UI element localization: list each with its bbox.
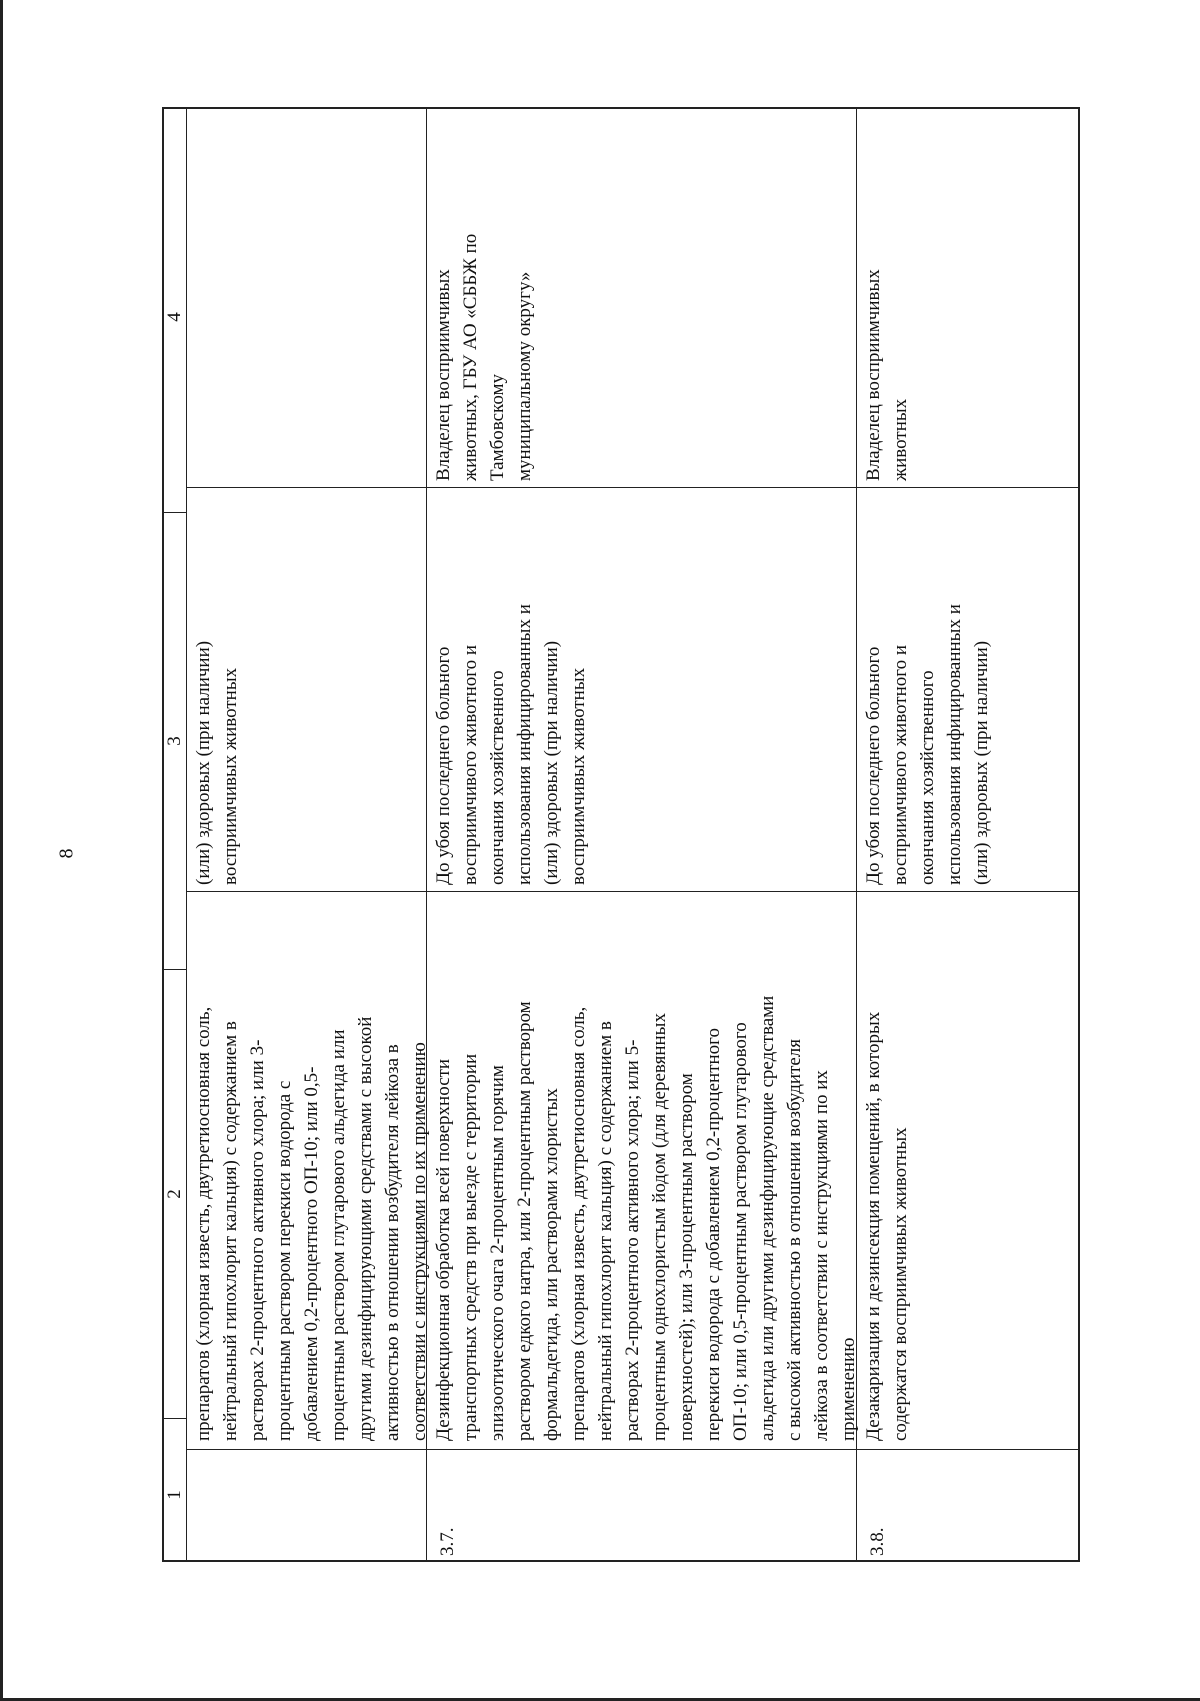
text-line: лейкоза в соответствии с инструкциями по их: [811, 1070, 832, 1441]
text-line: процентным однохлористым йодом (для деревянных: [649, 1013, 670, 1441]
row-cont-col2: [190, 1007, 433, 1441]
text-line: нейтральный гипохлорит кальция) с содержанием в: [595, 1021, 616, 1441]
text-line: муниципальному округу»: [514, 271, 535, 481]
text-line: (или) здоровых (при наличии): [541, 640, 562, 885]
header-column-separator: [164, 969, 186, 970]
column-separator-3-4: [186, 487, 1078, 488]
text-line: животных, ГБУ АО «СББЖ по: [460, 233, 481, 481]
header-band-line: [186, 109, 187, 1560]
text-line: использования инфицированных и: [514, 604, 535, 885]
text-line: До убоя последнего больного: [433, 646, 454, 885]
row-3-7-col2: [430, 996, 862, 1441]
text-line: восприимчивого животного и: [890, 644, 911, 885]
text-line: окончания хозяйственного: [917, 670, 938, 885]
text-line: Владелец восприимчивых: [863, 269, 884, 481]
text-line: Тамбовскому: [487, 374, 508, 481]
text-line: соответствии с инструкциями по их применению: [409, 1042, 430, 1441]
scan-edge-left: [0, 0, 3, 1701]
row-number: 3.8.: [867, 1527, 888, 1556]
row-3-8-col2: [860, 1012, 914, 1441]
text-line: перекиси водорода с добавлением 0,2-процентного: [703, 1028, 724, 1441]
text-line: эпизоотического очага 2-процентным горячим: [487, 1065, 508, 1441]
text-line: добавлением 0,2-процентного ОП-10; или 0,5-: [301, 1066, 322, 1441]
text-line: животных: [890, 398, 911, 481]
text-line: с высокой активностью в отношении возбудителя: [784, 1038, 805, 1441]
text-line: процентным раствором глутарового альдегида или: [328, 1029, 349, 1441]
text-line: активностью в отношении возбудителя лейкоза в: [382, 1044, 403, 1441]
row-3-7-col4: [430, 234, 538, 481]
column-header-4: 4: [164, 312, 185, 322]
text-line: применению: [838, 1337, 859, 1441]
text-line: формальдегида, или растворами хлористых: [541, 1088, 562, 1441]
page-number: 8: [55, 848, 78, 859]
text-line: процентным раствором перекиси водорода с: [274, 1080, 295, 1441]
document-table: [162, 107, 1080, 1562]
header-column-separator: [164, 512, 186, 513]
text-line: Дезакаризация и дезинсекция помещений, в которых: [863, 1011, 884, 1441]
row-3-8-col4: [860, 269, 914, 481]
text-line: нейтральный гипохлорит кальция) с содержанием в: [220, 1021, 241, 1441]
text-line: окончания хозяйственного: [487, 670, 508, 885]
row-number: 3.7.: [437, 1527, 458, 1556]
text-line: препаратов (хлорная известь, двутретиосновная соль,: [568, 1006, 589, 1441]
column-header-2: 2: [164, 1189, 185, 1199]
column-separator-2-3: [186, 891, 1078, 892]
text-line: другими дезинфицирующими средствами с высокой: [355, 1016, 376, 1441]
text-line: поверхностей); или 3-процентным раствором: [676, 1073, 697, 1441]
text-line: ОП-10; или 0,5-процентным раствором глутарового: [730, 1022, 751, 1441]
column-separator-1-2: [186, 1449, 1078, 1450]
text-line: растворах 2-процентного активного хлора; или 3-: [247, 1039, 268, 1441]
text-line: Дезинфекционная обработка всей поверхности: [433, 1058, 454, 1441]
text-line: раствором едкого натра, или 2-процентным раствором: [514, 1001, 535, 1441]
text-line: (или) здоровых (при наличии): [971, 640, 992, 885]
column-header-1: 1: [164, 1490, 185, 1500]
text-line: препаратов (хлорная известь, двутретиосновная соль,: [193, 1006, 214, 1441]
text-line: транспортных средств при выезде с территории: [460, 1053, 481, 1441]
text-line: До убоя последнего больного: [863, 646, 884, 885]
text-line: содержатся восприимчивых животных: [890, 1127, 911, 1441]
column-header-3: 3: [164, 736, 185, 746]
text-line: восприимчивых животных: [220, 667, 241, 885]
text-line: растворах 2-процентного активного хлора; или 5-: [622, 1039, 643, 1441]
header-column-separator: [164, 1418, 186, 1419]
text-line: восприимчивого животного и: [460, 644, 481, 885]
text-line: альдегида или другими дезинфицирующие средствами: [757, 995, 778, 1441]
text-line: Владелец восприимчивых: [433, 269, 454, 481]
row-3-8-col3: [860, 604, 995, 885]
text-line: (или) здоровых (при наличии): [193, 640, 214, 885]
row-3-7-col3: [430, 604, 592, 885]
row-cont-col3: [190, 641, 244, 885]
text-line: использования инфицированных и: [944, 604, 965, 885]
text-line: восприимчивых животных: [568, 667, 589, 885]
